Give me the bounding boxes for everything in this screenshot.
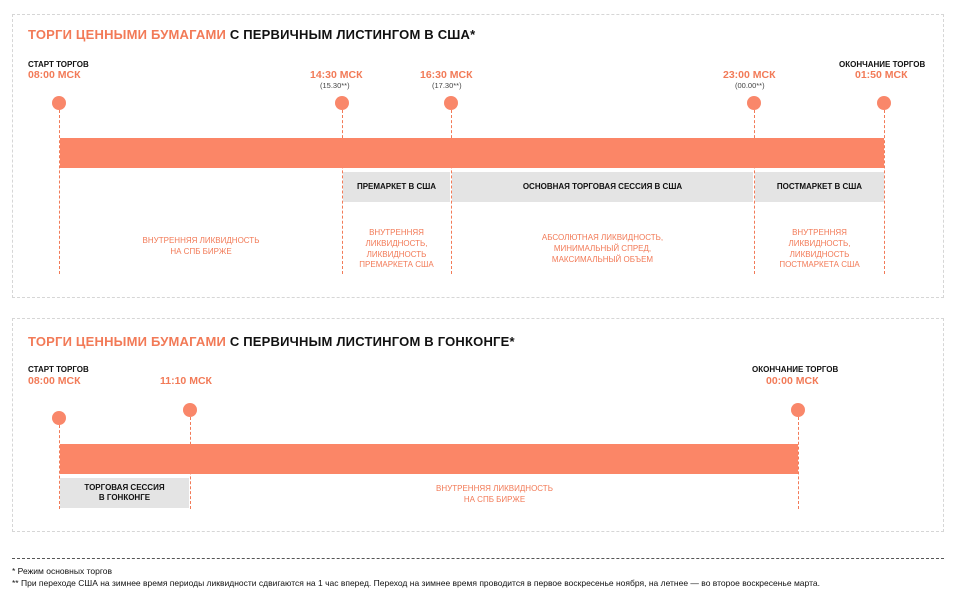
us-premarket-liquidity-note: ВНУТРЕННЯЯ ЛИКВИДНОСТЬ, ЛИКВИДНОСТЬ ПРЕМАРКЕТА США <box>359 228 434 270</box>
us-postmarket-dot <box>747 96 761 110</box>
hk-end-dot <box>791 403 805 417</box>
us-end-time: 01:50 МСК <box>855 69 908 81</box>
us-premarket-winter-time: (15.30**) <box>320 81 350 90</box>
us-premarket-dot <box>335 96 349 110</box>
footnote-winter-time: ** При переходе США на зимнее время периоды ликвидности сдвигаются на 1 час вперед. Переход на зимнее время проводится в первое воскресенье ноября, на летнее — во второе воскресенье марта. <box>12 578 820 588</box>
hk-panel-title <box>28 334 515 349</box>
us-main-session-time: 16:30 МСК <box>420 69 473 81</box>
hk-internal-liquidity-note: ВНУТРЕННЯЯ ЛИКВИДНОСТЬ НА СПБ БИРЖЕ <box>436 484 553 504</box>
us-title-rest: С ПЕРВИЧНЫМ ЛИСТИНГОМ В США* <box>229 27 476 42</box>
us-internal-liquidity-note: ВНУТРЕННЯЯ ЛИКВИДНОСТЬ НА СПБ БИРЖЕ <box>142 236 260 256</box>
us-postmarket-time: 23:00 МСК <box>723 69 776 81</box>
footnote-main-mode: * Режим основных торгов <box>12 566 112 576</box>
us-main-phase: ОСНОВНАЯ ТОРГОВАЯ СЕССИЯ В США <box>452 172 753 202</box>
us-main-session-winter-time: (17.30**) <box>432 81 462 90</box>
us-timeline-bar <box>60 138 884 168</box>
us-postmarket-phase: ПОСТМАРКЕТ В США <box>755 172 884 202</box>
us-premarket-phase: ПРЕМАРКЕТ В США <box>343 172 450 202</box>
footnote-separator <box>12 558 944 559</box>
hk-session-phase: ТОРГОВАЯ СЕССИЯ В ГОНКОНГЕ <box>60 478 189 508</box>
hk-title-accent: ТОРГИ ЦЕННЫМИ БУМАГАМИ <box>28 334 227 349</box>
us-main-dot <box>444 96 458 110</box>
us-postmarket-winter-time: (00.00**) <box>735 81 765 90</box>
hk-timeline-bar <box>60 444 798 474</box>
hk-start-label: СТАРТ ТОРГОВ <box>28 365 89 374</box>
us-postmarket-liquidity-note: ВНУТРЕННЯЯ ЛИКВИДНОСТЬ, ЛИКВИДНОСТЬ ПОСТМАРКЕТА США <box>779 228 860 270</box>
hk-start-time: 08:00 МСК <box>28 375 81 387</box>
us-premarket-time: 14:30 МСК <box>310 69 363 81</box>
hk-end-time: 00:00 МСК <box>766 375 819 387</box>
us-end-dot <box>877 96 891 110</box>
hk-session-end-dot <box>183 403 197 417</box>
us-main-liquidity-note: АБСОЛЮТНАЯ ЛИКВИДНОСТЬ, МИНИМАЛЬНЫЙ СПРЕД, МАКСИМАЛЬНЫЙ ОБЪЕМ <box>541 233 664 264</box>
us-start-label: СТАРТ ТОРГОВ <box>28 60 89 69</box>
us-end-label: ОКОНЧАНИЕ ТОРГОВ <box>839 60 926 69</box>
us-start-time: 08:00 МСК <box>28 69 81 81</box>
us-end-line <box>884 110 885 274</box>
us-panel-title <box>28 27 475 42</box>
hk-end-label: ОКОНЧАНИЕ ТОРГОВ <box>752 365 839 374</box>
hk-title-rest: С ПЕРВИЧНЫМ ЛИСТИНГОМ В ГОНКОНГЕ* <box>229 334 515 349</box>
hk-session-end-time: 11:10 МСК <box>160 375 212 387</box>
us-start-dot <box>52 96 66 110</box>
hk-start-dot <box>52 411 66 425</box>
hk-end-line <box>798 417 799 509</box>
us-title-accent: ТОРГИ ЦЕННЫМИ БУМАГАМИ <box>28 27 227 42</box>
